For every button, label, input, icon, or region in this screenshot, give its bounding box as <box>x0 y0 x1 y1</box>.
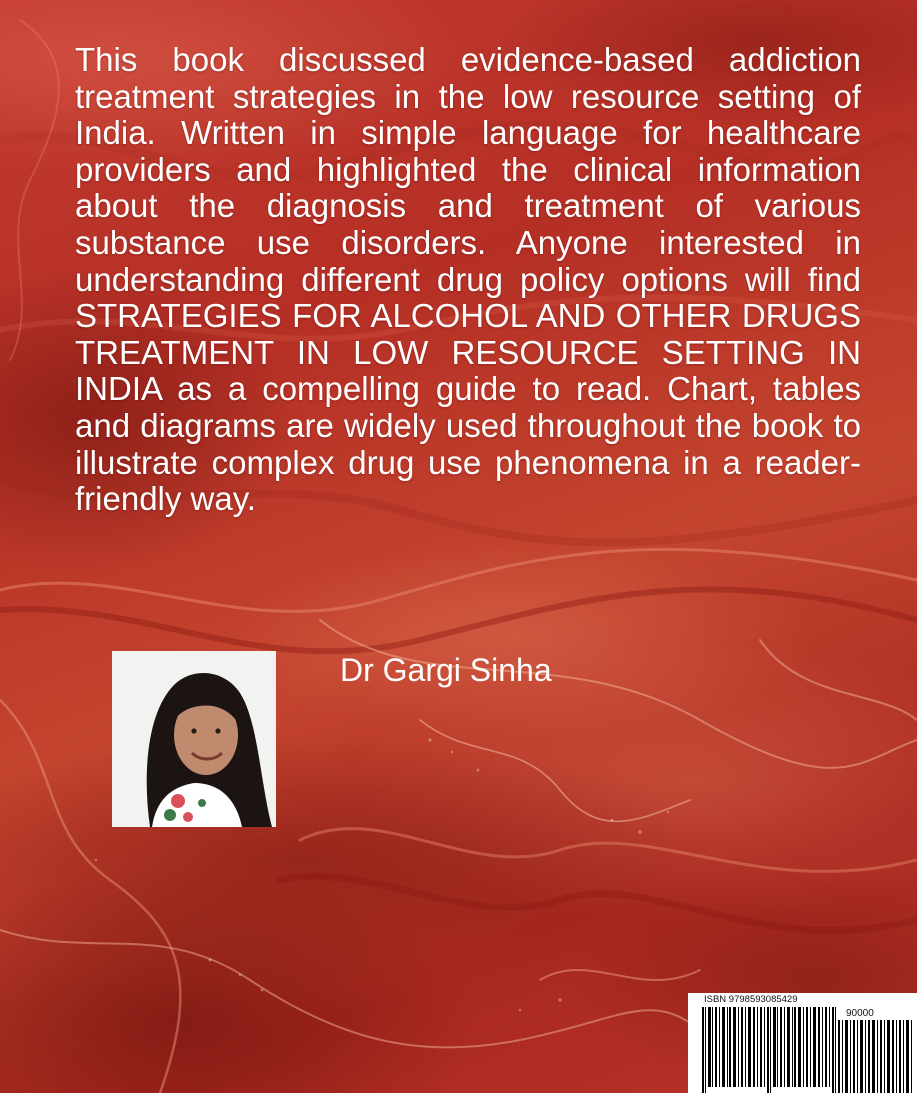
author-portrait <box>112 651 276 827</box>
description-text-start: This book discussed evidence-based addiction treatment strategies in the low resource setting of India. Written in simple language for healthcare providers and highlighted the clinical information about the diagnosis and treatment of various substance use disorders. Anyone interested in understanding different drug policy options will find <box>75 41 861 298</box>
isbn-barcode <box>688 993 917 1093</box>
book-title-inline: STRATEGIES FOR ALCOHOL AND OTHER DRUGS TREATMENT IN LOW RESOURCE SETTING IN INDIA <box>75 297 861 408</box>
book-description <box>75 42 861 518</box>
barcode-addon-bars <box>838 1020 913 1093</box>
author-portrait-icon <box>112 651 276 827</box>
author-name: Dr Gargi Sinha <box>340 652 552 688</box>
isbn-label: ISBN 9798593085429 <box>704 994 798 1005</box>
price-code: 90000 <box>846 1008 874 1019</box>
barcode-main-bars <box>702 1007 836 1093</box>
description-text-end: as a compelling guide to read. Chart, tables and diagrams are widely used throughout the book to illustrate complex drug use phenomena in a reader-friendly way. <box>75 370 861 518</box>
